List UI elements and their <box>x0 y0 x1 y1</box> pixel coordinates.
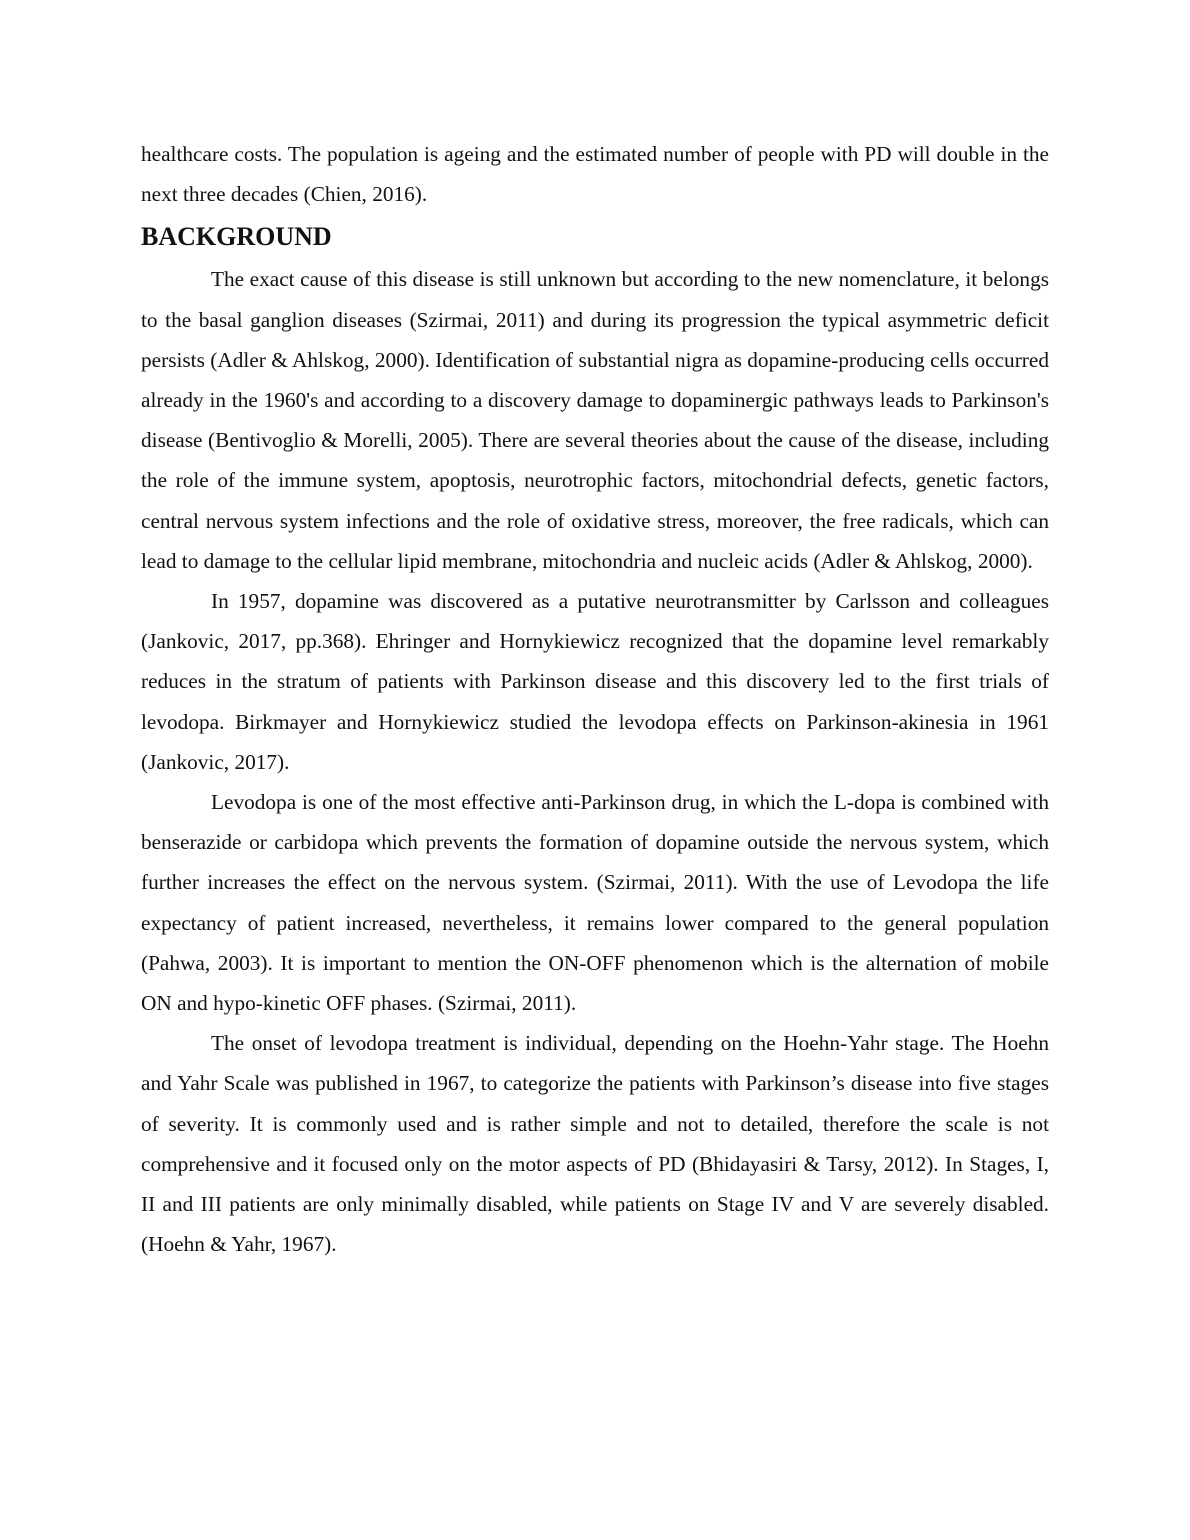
document-page <box>141 134 1049 1264</box>
section-heading: BACKGROUND <box>141 222 332 252</box>
paragraph-dopamine-discovery: In 1957, dopamine was discovered as a putative neurotransmitter by Carlsson and colleagues (Jankovic, 2017, pp.368). Ehringer and Hornykiewicz recognized that the dopamine level remarkably reduces in the stratum of patients with Parkinson disease and this discovery led to the first trials of levodopa. Birkmayer and Hornykiewicz studied the levodopa effects on Parkinson-akinesia in 1961 (Jankovic, 2017). <box>141 589 1049 774</box>
intro-paragraph: healthcare costs. The population is ageing and the estimated number of people with PD will double in the next three decades (Chien, 2016). <box>141 142 1049 207</box>
paragraph-levodopa: Levodopa is one of the most effective anti-Parkinson drug, in which the L-dopa is combined with benserazide or carbidopa which prevents the formation of dopamine outside the nervous system, which further increases the effect on the nervous system. (Szirmai, 2011). With the use of Levodopa the life expectancy of patient increased, nevertheless, it remains lower compared to the general population (Pahwa, 2003). It is important to mention the ON-OFF phenomenon which is the alternation of mobile ON and hypo-kinetic OFF phases. (Szirmai, 2011). <box>141 790 1049 1016</box>
paragraph-cause: The exact cause of this disease is still unknown but according to the new nomenclature, it belongs to the basal ganglion diseases (Szirmai, 2011) and during its progression the typical asymmetric deficit persists (Adler & Ahlskog, 2000). Identification of substantial nigra as dopamine-producing cells occurred already in the 1960's and according to a discovery damage to dopaminergic pathways leads to Parkinson's disease (Bentivoglio & Morelli, 2005). There are several theories about the cause of the disease, including the role of the immune system, apoptosis, neurotrophic factors, mitochondrial defects, genetic factors, central nervous system infections and the role of oxidative stress, moreover, the free radicals, which can lead to damage to the cellular lipid membrane, mitochondria and nucleic acids (Adler & Ahlskog, 2000). <box>141 267 1049 573</box>
paragraph-hoehn-yahr: The onset of levodopa treatment is individual, depending on the Hoehn-Yahr stage. The Hoehn and Yahr Scale was published in 1967, to categorize the patients with Parkinson’s disease into five stages of severity. It is commonly used and is rather simple and not to detailed, therefore the scale is not comprehensive and it focused only on the motor aspects of PD (Bhidayasiri & Tarsy, 2012). In Stages, I, II and III patients are only minimally disabled, while patients on Stage IV and V are severely disabled. (Hoehn & Yahr, 1967). <box>141 1031 1049 1257</box>
